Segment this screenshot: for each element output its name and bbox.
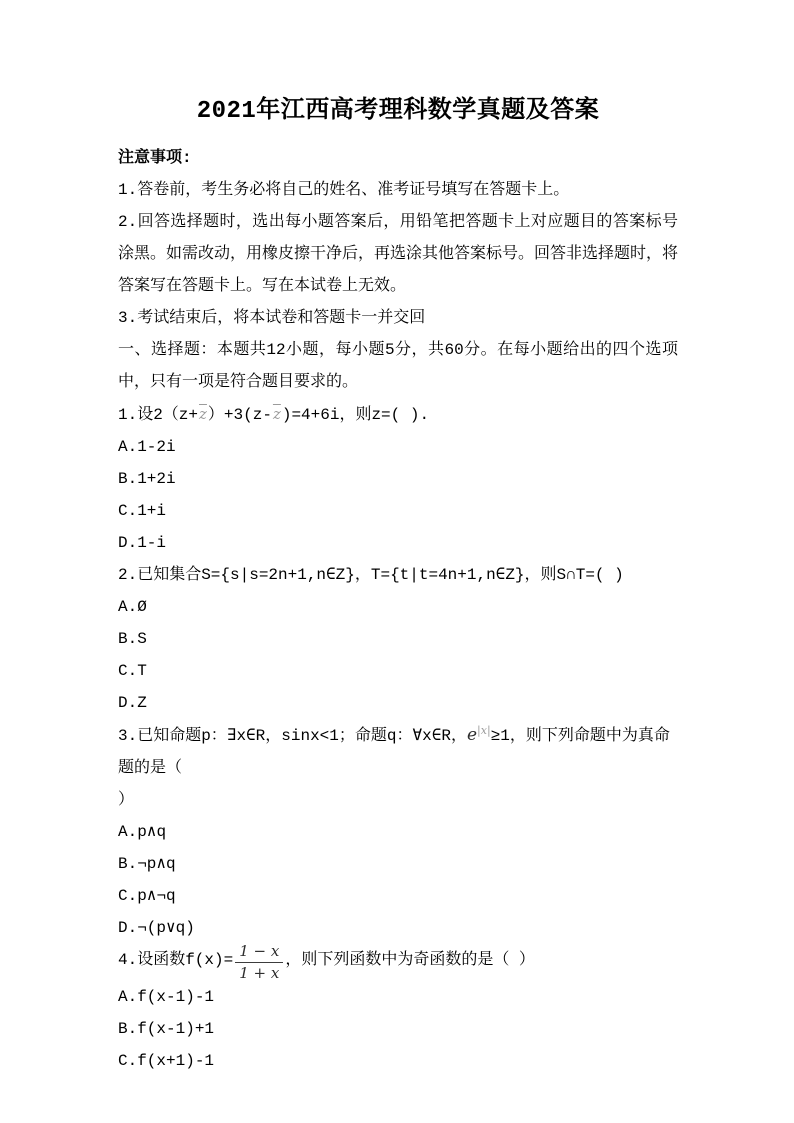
question-3-option-c: C.p∧¬q (118, 887, 176, 905)
stem-text: ）+3(z- (207, 406, 272, 424)
z-conjugate-symbol: $\overline{z}$ (199, 405, 207, 423)
question-4-option-a: A.f(x-1)-1 (118, 988, 215, 1006)
question-2-stem: 2.已知集合S={s|s=2n+1,n∈Z}，T={t|t=4n+1,n∈Z}，则S∩T=( ) (118, 566, 624, 584)
stem-text: ，则下列函数中为奇函数的是（ ） (285, 951, 535, 969)
question-3-option-b: B.¬p∧q (118, 855, 176, 873)
notice-item-2: 2.回答选择题时，选出每小题答案后，用铅笔把答题卡上对应题目的答案标号涂黑。如需改动，用橡皮擦干净后，再选涂其他答案标号。回答非选择题时，将答案写在答题卡上。写在本试卷上无效。 (118, 213, 679, 295)
fraction-denominator: 1 + x (239, 964, 280, 982)
fraction (235, 942, 283, 983)
euler-e-symbol: e (466, 725, 478, 745)
stem-text: )=4+6i，则z=( ). (281, 406, 430, 424)
question-2-option-b: B.S (118, 630, 147, 648)
stem-text: 3.已知命题p：∃x∈R，sinx<1；命题q：∀x∈R， (118, 727, 467, 745)
section-heading: 一、选择题：本题共12小题，每小题5分，共60分。在每小题给出的四个选项中，只有一项是符合题目要求的。 (118, 341, 678, 391)
question-3-stem (118, 719, 678, 784)
question-1-stem (118, 398, 678, 431)
question-1-option-b: B.1+2i (118, 470, 176, 488)
page-title: 2021年江西高考理科数学真题及答案 (196, 98, 600, 125)
question-1 (118, 398, 678, 559)
question-4 (118, 944, 678, 1077)
question-2-option-d: D.Z (118, 694, 147, 712)
question-3-stem-close-paren: ） (118, 791, 135, 809)
question-4-option-b: B.f(x-1)+1 (118, 1020, 215, 1038)
question-1-option-a: A.1-2i (118, 438, 176, 456)
notice-heading: 注意事项: (118, 149, 192, 167)
question-3-option-a: A.p∧q (118, 823, 167, 841)
question-4-stem (118, 944, 678, 981)
abs-x-superscript: |x| (477, 724, 491, 737)
question-2-option-c: C.T (118, 662, 147, 680)
question-2-option-a: A.Ø (118, 598, 147, 616)
question-3 (118, 719, 678, 944)
question-1-option-c: C.1+i (118, 502, 167, 520)
notice-item-1: 1.答卷前，考生务必将自己的姓名、准考证号填写在答题卡上。 (118, 181, 570, 199)
stem-text: 4.设函数f(x)= (118, 951, 234, 969)
stem-text: ≥1，则下列命题中为真命题的是（ (118, 727, 670, 777)
question-3-option-d: D.¬(p∨q) (118, 919, 195, 937)
question-2 (118, 559, 678, 719)
stem-text: 1.设2（z+ (118, 406, 199, 424)
notice-item-3: 3.考试结束后，将本试卷和答题卡一并交回 (118, 309, 426, 327)
question-4-option-c: C.f(x+1)-1 (118, 1052, 215, 1070)
fraction-numerator: 1 − x (235, 942, 283, 963)
question-1-option-d: D.1-i (118, 534, 167, 552)
z-conjugate-symbol: $\overline{z}$ (272, 405, 281, 423)
